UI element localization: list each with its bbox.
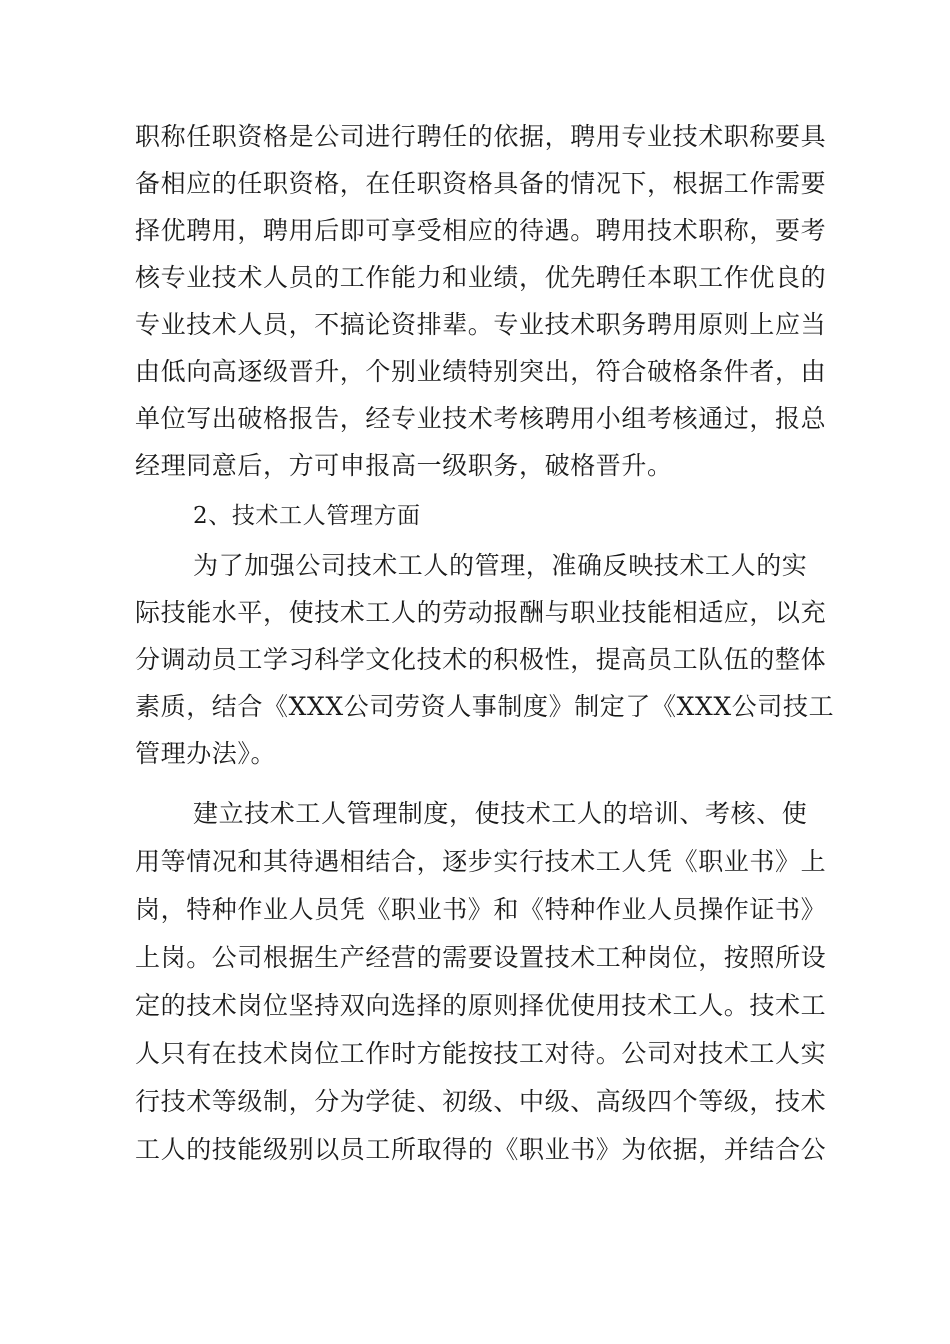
body-line: 工人的技能级别以员工所取得的《职业书》为依据，并结合公 (135, 1135, 827, 1164)
body-line: 职称任职资格是公司进行聘任的依据，聘用专业技术职称要具 (135, 122, 827, 151)
body-line: 素质，结合《XXX公司劳资人事制度》制定了《XXX公司技工 (135, 692, 835, 721)
body-line: 上岗。公司根据生产经营的需要设置技术工种岗位，按照所设 (135, 943, 827, 972)
body-line: 为了加强公司技术工人的管理，准确反映技术工人的实 (193, 551, 808, 580)
body-line: 备相应的任职资格，在任职资格具备的情况下，根据工作需要 (135, 169, 827, 198)
body-line: 择优聘用，聘用后即可享受相应的待遇。聘用技术职称，要考 (135, 216, 827, 245)
body-line: 管理办法》。 (135, 739, 277, 768)
body-line: 由低向高逐级晋升，个别业绩特别突出，符合破格条件者，由 (135, 357, 827, 386)
body-line: 经理同意后，方可申报高一级职务，破格晋升。 (135, 451, 673, 480)
body-line: 单位写出破格报告，经专业技术考核聘用小组考核通过，报总 (135, 404, 827, 433)
body-line: 建立技术工人管理制度，使技术工人的培训、考核、使 (193, 799, 808, 828)
body-line: 人只有在技术岗位工作时方能按技工对待。公司对技术工人实 (135, 1039, 827, 1068)
body-line: 分调动员工学习科学文化技术的积极性，提高员工队伍的整体 (135, 645, 827, 674)
body-line: 岗，特种作业人员凭《职业书》和《特种作业人员操作证书》 (135, 895, 827, 924)
body-line: 际技能水平，使技术工人的劳动报酬与职业技能相适应，以充 (135, 598, 827, 627)
body-line: 核专业技术人员的工作能力和业绩，优先聘任本职工作优良的 (135, 263, 827, 292)
body-line: 行技术等级制，分为学徒、初级、中级、高级四个等级，技术 (135, 1087, 827, 1116)
body-line: 专业技术人员，不搞论资排辈。专业技术职务聘用原则上应当 (135, 310, 827, 339)
body-line: 定的技术岗位坚持双向选择的原则择优使用技术工人。技术工 (135, 991, 827, 1020)
body-line: 用等情况和其待遇相结合，逐步实行技术工人凭《职业书》上 (135, 847, 827, 876)
section-heading: 2、技术工人管理方面 (193, 503, 421, 529)
